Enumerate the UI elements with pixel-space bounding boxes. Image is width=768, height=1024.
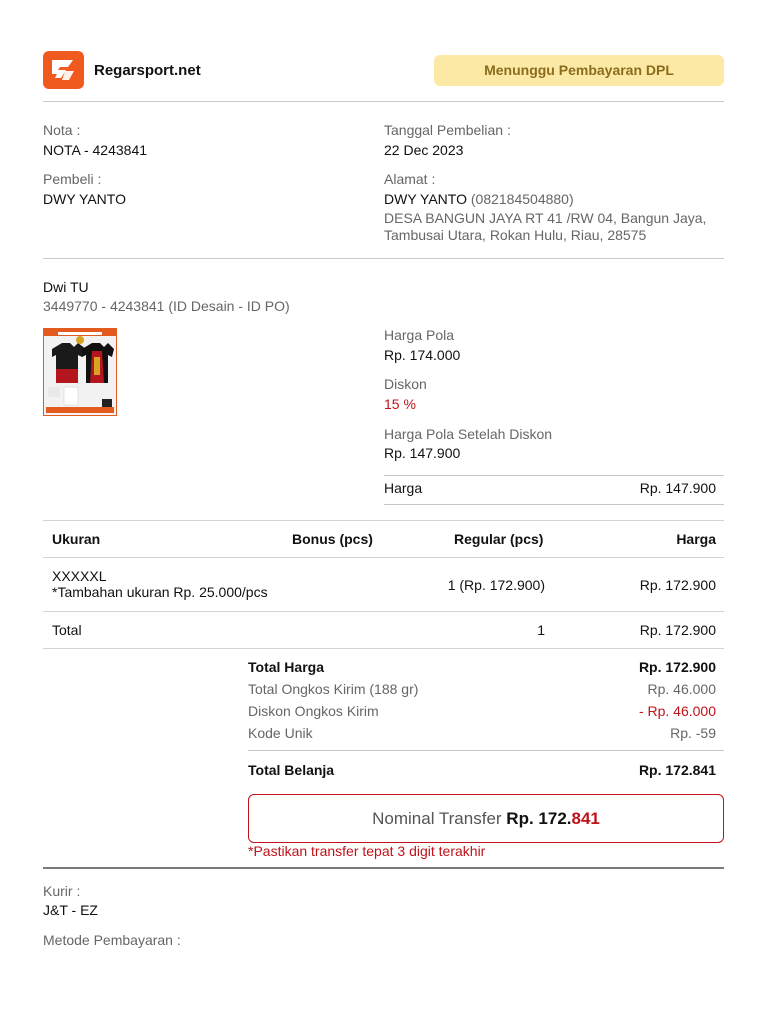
alamat-line-2: Tambusai Utara, Rokan Hulu, Riau, 28575 (384, 227, 647, 243)
total-belanja-value: Rp. 172.841 (638, 762, 716, 778)
brand-name: Regarsport.net (94, 62, 201, 79)
harga-setelah-diskon-value: Rp. 147.900 (384, 445, 461, 461)
table-bottom-border (43, 648, 724, 649)
col-header-harga: Harga (676, 531, 716, 547)
nota-value: NOTA - 4243841 (43, 142, 148, 158)
table-row-border (43, 611, 724, 612)
divider (43, 101, 724, 102)
table-header-border (43, 557, 724, 558)
diskon-ongkir-value: - Rp. 46.000 (638, 703, 716, 719)
diskon-label: Diskon (384, 376, 427, 392)
diskon-ongkir-label: Diskon Ongkos Kirim (248, 703, 379, 719)
harga-label: Harga (384, 480, 423, 496)
ongkir-value: Rp. 46.000 (647, 681, 716, 697)
row-harga: Rp. 172.900 (639, 577, 716, 593)
pembeli-label: Pembeli : (43, 171, 102, 187)
kode-unik-label: Kode Unik (248, 725, 313, 741)
payment-status-badge: Menunggu Pembayaran DPL (434, 55, 724, 86)
row-size-surcharge-note: *Tambahan ukuran Rp. 25.000/pcs (52, 584, 268, 600)
divider (248, 750, 724, 751)
row-ukuran: XXXXXL (52, 568, 107, 584)
alamat-name: DWY YANTO (384, 191, 467, 207)
ongkir-label: Total Ongkos Kirim (188 gr) (248, 681, 419, 697)
transfer-amount-main: Rp. 172. (506, 809, 572, 828)
divider (384, 504, 724, 505)
transfer-label: Nominal Transfer (372, 809, 502, 828)
alamat-line-1: DESA BANGUN JAYA RT 41 /RW 04, Bangun Jaya, (384, 210, 707, 226)
regarsport-logo-icon (43, 51, 84, 89)
total-row-label: Total (52, 622, 82, 638)
divider (43, 867, 724, 869)
total-belanja-label: Total Belanja (248, 762, 335, 778)
total-row-regular: 1 (537, 622, 545, 638)
kurir-label: Kurir : (43, 883, 81, 899)
tanggal-label: Tanggal Pembelian : (384, 122, 511, 138)
row-regular: 1 (Rp. 172.900) (447, 577, 545, 593)
tanggal-value: 22 Dec 2023 (384, 142, 464, 158)
col-header-regular: Regular (pcs) (454, 531, 544, 547)
invoice-header (43, 51, 724, 91)
alamat-recipient (384, 191, 574, 207)
nominal-transfer-box (248, 794, 724, 843)
alamat-label: Alamat : (384, 171, 436, 187)
divider (43, 258, 724, 259)
harga-pola-label: Harga Pola (384, 327, 455, 343)
jersey-design-thumbnail (43, 328, 117, 416)
pembeli-value: DWY YANTO (43, 191, 126, 207)
divider (384, 475, 724, 476)
harga-pola-value: Rp. 174.000 (384, 347, 461, 363)
transfer-amount (506, 809, 600, 828)
harga-value: Rp. 147.900 (639, 480, 716, 496)
table-top-border (43, 520, 724, 521)
total-harga-value: Rp. 172.900 (638, 659, 716, 675)
kurir-value: J&T - EZ (43, 902, 98, 918)
total-row-harga: Rp. 172.900 (639, 622, 716, 638)
nota-label: Nota : (43, 122, 81, 138)
kode-unik-value: Rp. -59 (670, 725, 716, 741)
transfer-note: *Pastikan transfer tepat 3 digit terakhir (248, 843, 486, 859)
col-header-bonus: Bonus (pcs) (292, 531, 373, 547)
metode-pembayaran-label: Metode Pembayaran : (43, 932, 181, 948)
alamat-phone: (082184504880) (470, 191, 574, 207)
diskon-value: 15 % (384, 396, 416, 412)
col-header-ukuran: Ukuran (52, 531, 101, 547)
harga-setelah-diskon-label: Harga Pola Setelah Diskon (384, 426, 553, 442)
product-ids: 3449770 - 4243841 (ID Desain - ID PO) (43, 298, 290, 314)
product-name: Dwi TU (43, 279, 89, 295)
total-harga-label: Total Harga (248, 659, 324, 675)
transfer-unique-digits: 841 (571, 809, 600, 828)
